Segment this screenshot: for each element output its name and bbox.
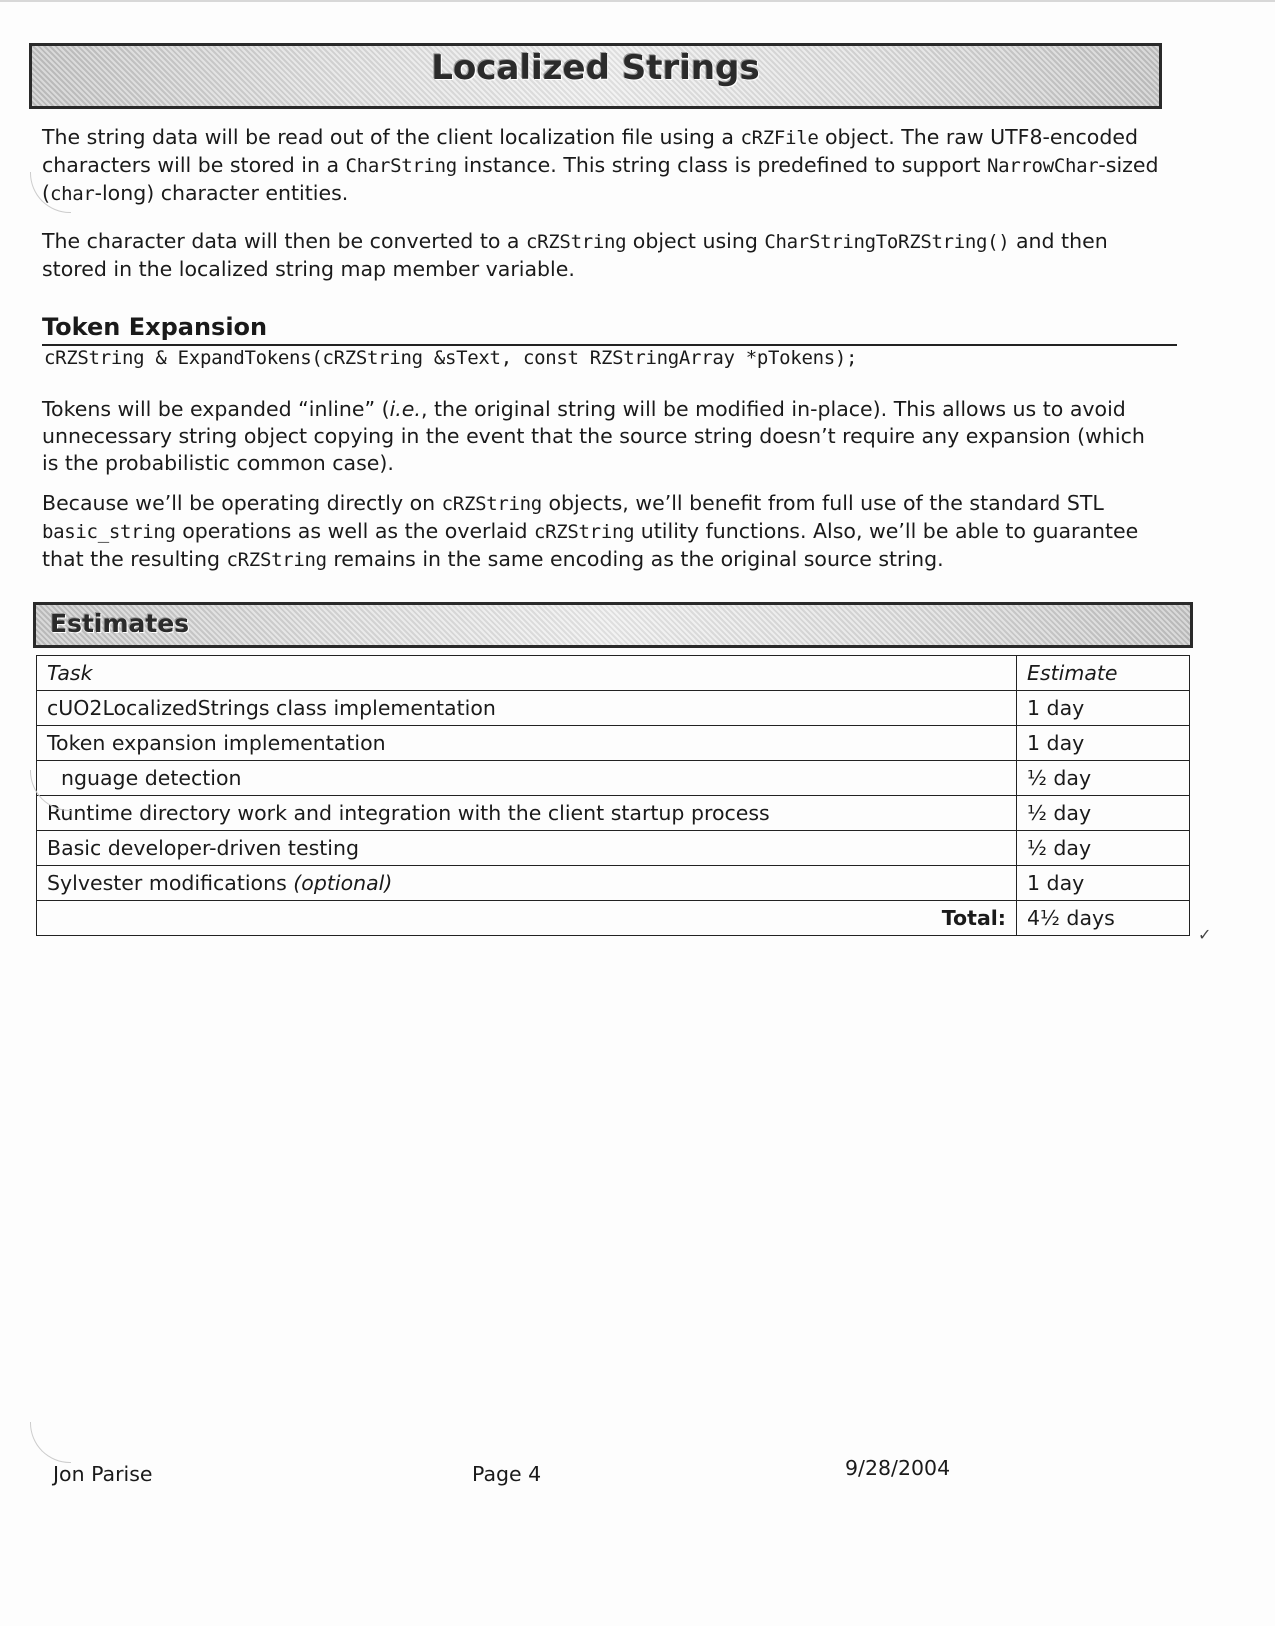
estimate-cell: ½ day xyxy=(1017,831,1190,866)
code: char xyxy=(50,183,95,205)
estimate-cell: ½ day xyxy=(1017,796,1190,831)
code: cRZString xyxy=(441,493,542,515)
footer-date: 9/28/2004 xyxy=(845,1456,951,1480)
header-task: Task xyxy=(37,656,1017,691)
text: -long) character entities. xyxy=(94,181,349,205)
total-label: Total: xyxy=(37,901,1017,936)
code: NarrowChar xyxy=(987,155,1099,177)
estimate-cell: 1 day xyxy=(1017,726,1190,761)
estimate-cell: ½ day xyxy=(1017,761,1190,796)
text: object. The raw UTF8-encoded characters will be stored in a xyxy=(42,125,1138,177)
checkmark-icon: ✓ xyxy=(1198,925,1212,944)
task-cell: Basic developer-driven testing xyxy=(37,831,1017,866)
text: and then stored in the localized string map member variable. xyxy=(42,229,1108,281)
estimate-cell: 1 day xyxy=(1017,866,1190,901)
footer-page-number: Page 4 xyxy=(472,1462,542,1486)
table-row xyxy=(37,726,1190,761)
table-row xyxy=(37,761,1190,796)
code: CharStringToRZString() xyxy=(764,231,1010,253)
table-row xyxy=(37,796,1190,831)
code: cRZString xyxy=(526,231,627,253)
task-cell xyxy=(37,761,1017,796)
task-cell: Token expansion implementation xyxy=(37,726,1017,761)
text: -sized ( xyxy=(42,153,1159,205)
estimates-table xyxy=(36,655,1190,936)
task-text: Sylvester modifications xyxy=(47,871,294,895)
scan-edge xyxy=(0,0,1275,2)
section-heading-token-expansion: Token Expansion xyxy=(42,313,1177,346)
token-paragraph-2 xyxy=(42,490,1162,574)
text: utility functions. Also, we’ll be able to guarantee that the resulting xyxy=(42,519,1139,571)
table-row xyxy=(37,831,1190,866)
table-total-row xyxy=(37,901,1190,936)
table-row xyxy=(37,866,1190,901)
task-cell: cUO2LocalizedStrings class implementation xyxy=(37,691,1017,726)
intro-paragraph-1 xyxy=(42,124,1162,208)
text: instance. This string class is predefined to support xyxy=(456,153,987,177)
intro-paragraph-2 xyxy=(42,228,1162,283)
text: remains in the same encoding as the original source string. xyxy=(326,547,944,571)
text: objects, we’ll benefit from full use of the standard STL xyxy=(541,491,1104,515)
task-note: (optional) xyxy=(293,871,393,895)
text: Tokens will be expanded “inline” ( xyxy=(42,397,390,421)
text: Because we’ll be operating directly on xyxy=(42,491,442,515)
function-signature: cRZString & ExpandTokens(cRZString &sText, const RZStringArray *pTokens); xyxy=(44,347,858,369)
task-text: nguage detection xyxy=(61,766,242,790)
text: , the original string will be modified in-place). This allows us to avoid unnecessary string object copying in the event that the source string doesn’t require any expansion (which is the probabilistic common case). xyxy=(42,397,1145,475)
punch-hole-mark xyxy=(30,1422,71,1463)
estimate-cell: 1 day xyxy=(1017,691,1190,726)
code: CharString xyxy=(345,155,457,177)
punch-hole-mark xyxy=(30,172,71,213)
estimates-heading: Estimates xyxy=(50,609,190,638)
text: The character data will then be converted to a xyxy=(42,229,527,253)
code: cRZFile xyxy=(740,127,819,149)
code: cRZString xyxy=(226,549,327,571)
footer-author: Jon Parise xyxy=(53,1462,153,1486)
estimates-banner xyxy=(33,602,1193,648)
text: object using xyxy=(626,229,765,253)
header-estimate: Estimate xyxy=(1017,656,1190,691)
text: operations as well as the overlaid xyxy=(175,519,534,543)
task-cell: Runtime directory work and integration with the client startup process xyxy=(37,796,1017,831)
task-cell xyxy=(37,866,1017,901)
total-value: 4½ days xyxy=(1017,901,1190,936)
table-row xyxy=(37,691,1190,726)
page-title: Localized Strings xyxy=(431,48,760,88)
code: cRZString xyxy=(533,521,635,543)
title-banner xyxy=(29,43,1162,109)
text: i.e. xyxy=(389,397,421,421)
token-paragraph-1 xyxy=(42,396,1162,477)
text: The string data will be read out of the client localization file using a xyxy=(42,125,741,149)
table-header-row xyxy=(37,656,1190,691)
code: basic_string xyxy=(42,521,176,543)
